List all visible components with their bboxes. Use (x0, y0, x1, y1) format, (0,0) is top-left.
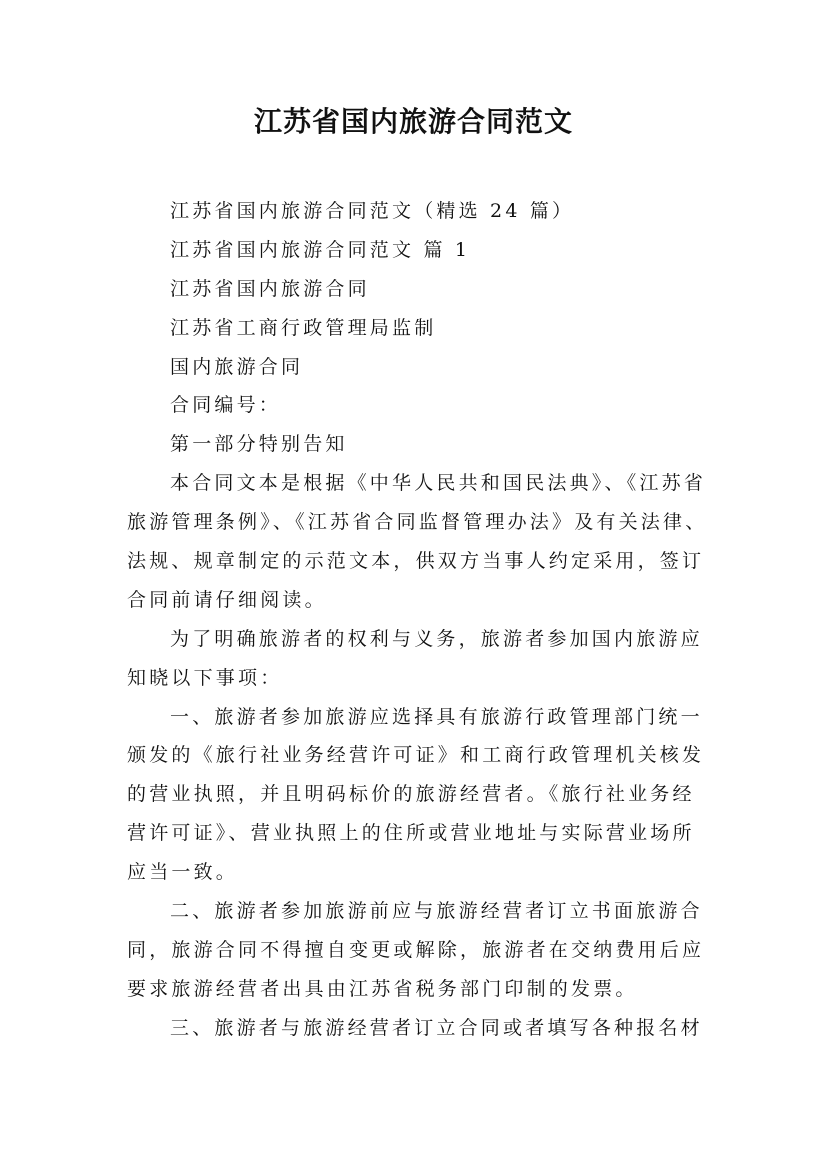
body-line: 江苏省国内旅游合同范文 篇 1 (170, 238, 471, 261)
body-line: 三、旅游者与旅游经营者订立合同或者填写各种报名材 (170, 1016, 703, 1039)
body-line: 应当一致。 (127, 861, 239, 884)
body-line: 二、旅游者参加旅游前应与旅游经营者订立书面旅游合 (170, 900, 703, 923)
body-line: 法规、规章制定的示范文本，供双方当事人约定采用，签订 (127, 550, 705, 573)
body-line: 营许可证》、营业执照上的住所或营业地址与实际营业场所 (127, 822, 695, 845)
body-line: 的营业执照，并且明码标价的旅游经营者。《旅行社业务经 (127, 783, 695, 806)
body-line: 江苏省国内旅游合同 (170, 277, 370, 300)
body-line: 知晓以下事项： (127, 666, 283, 689)
body-line: 国内旅游合同 (170, 355, 304, 378)
body-line: 同，旅游合同不得擅自变更或解除，旅游者在交纳费用后应 (127, 938, 705, 961)
body-line: 合同编号： (170, 394, 282, 417)
body-line: 第一部分特别告知 (170, 433, 348, 456)
body-line: 合同前请仔细阅读。 (127, 588, 327, 611)
body-line: 江苏省工商行政管理局监制 (170, 316, 437, 339)
body-line: 要求旅游经营者出具由江苏省税务部门印制的发票。 (127, 977, 638, 1000)
document-title: 江苏省国内旅游合同范文 (253, 105, 573, 138)
body-line: 一、旅游者参加旅游应选择具有旅游行政管理部门统一 (170, 705, 703, 728)
body-line: 颁发的《旅行社业务经营许可证》和工商行政管理机关核发 (127, 744, 705, 767)
body-line: 本合同文本是根据《中华人民共和国民法典》、《江苏省 (170, 472, 707, 495)
body-line: 为了明确旅游者的权利与义务，旅游者参加国内旅游应 (170, 627, 703, 650)
body-line: 江苏省国内旅游合同范文（精选 24 篇） (170, 200, 575, 222)
document-body (127, 192, 708, 1048)
body-line: 旅游管理条例》、《江苏省合同监督管理办法》及有关法律、 (127, 511, 708, 534)
